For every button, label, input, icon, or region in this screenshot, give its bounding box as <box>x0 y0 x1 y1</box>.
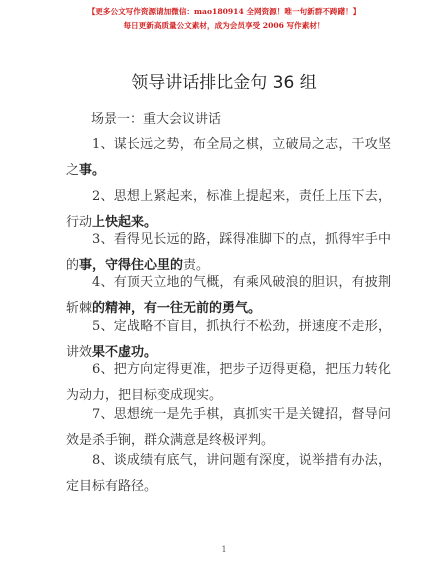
item-text: 思想统一是先手棋，真抓实干是关键招，督导问效是杀手锏，群众满意是终极评判。 <box>66 407 391 448</box>
item-bold-text: 的精神，有一往无前的勇气。 <box>92 301 262 316</box>
page-number: 1 <box>221 545 227 554</box>
list-item <box>66 402 391 454</box>
list-item <box>66 132 391 184</box>
item-bold-text: 上快起来。 <box>92 215 158 230</box>
item-number: 3、 <box>92 232 114 247</box>
item-number: 7、 <box>92 407 114 422</box>
item-bold-text: 果不虚功。 <box>92 345 158 360</box>
item-tail-text: 责。 <box>183 258 210 273</box>
item-number: 1、 <box>92 137 114 152</box>
item-bold-text: 事，守得住心里的 <box>79 258 184 273</box>
list-item <box>66 448 391 500</box>
item-bold-text: 事。 <box>79 163 106 178</box>
item-number: 8、 <box>92 453 114 468</box>
item-text: 定战略不盲目，抓执行不松劲，拼速度不走形，讲效 <box>66 319 391 360</box>
item-text: 看得见长远的路，踩得准脚下的点，抓得牢手中的 <box>66 232 391 273</box>
item-text: 思想上紧起来，标准上提起来，责任上压下去，行动 <box>66 189 391 230</box>
item-text: 谋长远之势，布全局之棋，立破局之志，干攻坚之 <box>66 137 391 178</box>
promo-banner-line1: 【更多公文写作资源请加微信：mao180914 全网资源！唯一句新群不踌躇！】 <box>87 7 361 16</box>
item-text: 有顶天立地的气概，有乘风破浪的胆识，有披荆斩棘 <box>66 275 391 316</box>
item-number: 5、 <box>92 319 114 334</box>
item-text: 谈成绩有底气，讲问题有深度，说举措有办法，定目标有路径。 <box>66 453 391 494</box>
promo-banner-line2: 每日更新高质量公文素材，成为会员享受 2006 写作素材！ <box>123 21 325 30</box>
item-number: 6、 <box>92 362 114 377</box>
document-title: 领导讲话排比金句 36 组 <box>131 73 317 93</box>
item-number: 4、 <box>92 275 114 290</box>
item-text: 把方向定得更准，把步子迈得更稳，把压力转化为动力，把目标变成现实。 <box>66 362 391 403</box>
scene-heading: 场景一：重大会议讲话 <box>91 112 222 127</box>
item-number: 2、 <box>92 189 114 204</box>
